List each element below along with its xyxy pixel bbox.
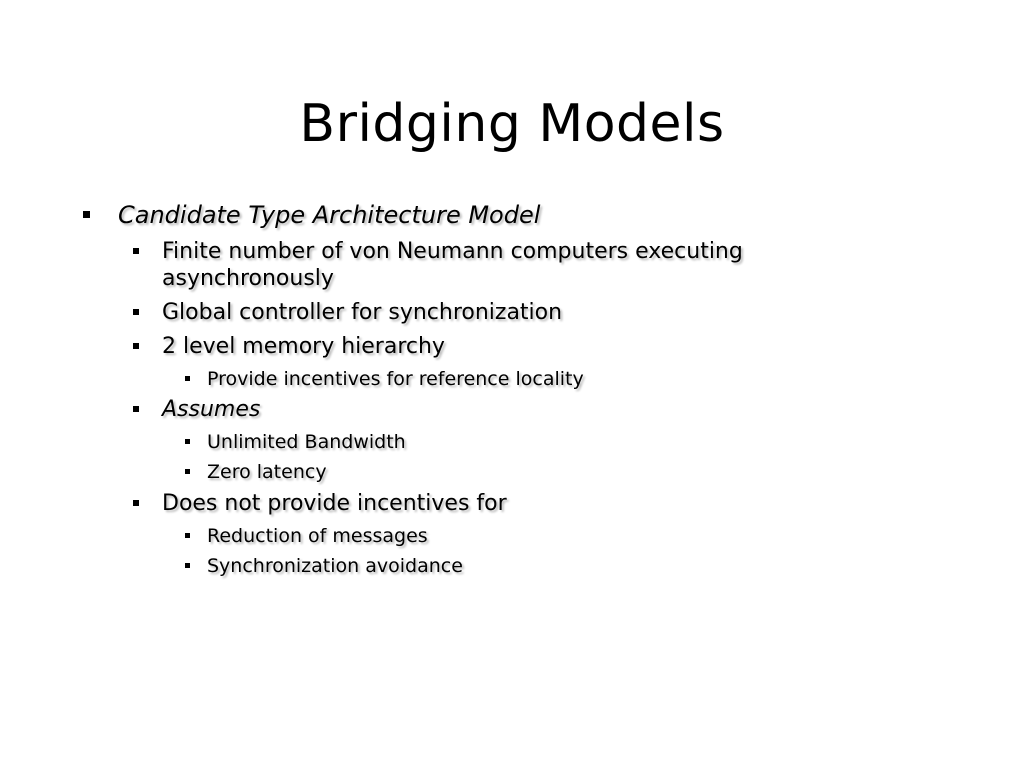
bullet-text: Candidate Type Architecture Model xyxy=(118,201,541,229)
bullet-global-controller xyxy=(162,299,562,326)
square-bullet-icon xyxy=(185,376,190,381)
bullet-text: Global controller for synchronization xyxy=(162,300,563,325)
square-bullet-icon xyxy=(185,439,190,444)
square-bullet-icon xyxy=(185,563,190,568)
bullet-unlimited-bandwidth xyxy=(207,430,406,454)
bullet-text: Does not provide incentives for xyxy=(162,491,507,516)
bullet-synchronization-avoidance xyxy=(207,554,463,578)
slide-title: Bridging Models xyxy=(299,94,725,154)
bullet-text: Reduction of messages xyxy=(207,525,428,547)
square-bullet-icon xyxy=(133,343,139,349)
square-bullet-icon xyxy=(185,469,190,474)
bullet-candidate-type-architecture xyxy=(118,200,540,230)
bullet-text: Finite number of von Neumann computers executing xyxy=(162,239,743,264)
bullet-text: Zero latency xyxy=(207,461,327,483)
bullet-text: Provide incentives for reference locality xyxy=(207,368,584,390)
square-bullet-icon xyxy=(133,309,139,315)
square-bullet-icon xyxy=(133,406,139,412)
bullet-text: Unlimited Bandwidth xyxy=(207,431,406,453)
bullet-text: asynchronously xyxy=(162,266,334,291)
bullet-assumes xyxy=(162,396,260,423)
bullet-no-incentives xyxy=(162,490,507,517)
bullet-text: 2 level memory hierarchy xyxy=(162,334,445,359)
bullet-finite-number-continued xyxy=(162,265,334,292)
bullet-reference-locality xyxy=(207,367,584,391)
bullet-finite-number xyxy=(162,238,743,265)
bullet-text: Synchronization avoidance xyxy=(207,555,463,577)
bullet-memory-hierarchy xyxy=(162,333,445,360)
square-bullet-icon xyxy=(83,211,90,218)
bullet-reduction-messages xyxy=(207,524,428,548)
bullet-text: Assumes xyxy=(162,397,261,422)
bullet-zero-latency xyxy=(207,460,327,484)
square-bullet-icon xyxy=(185,533,190,538)
square-bullet-icon xyxy=(133,248,139,254)
square-bullet-icon xyxy=(133,500,139,506)
